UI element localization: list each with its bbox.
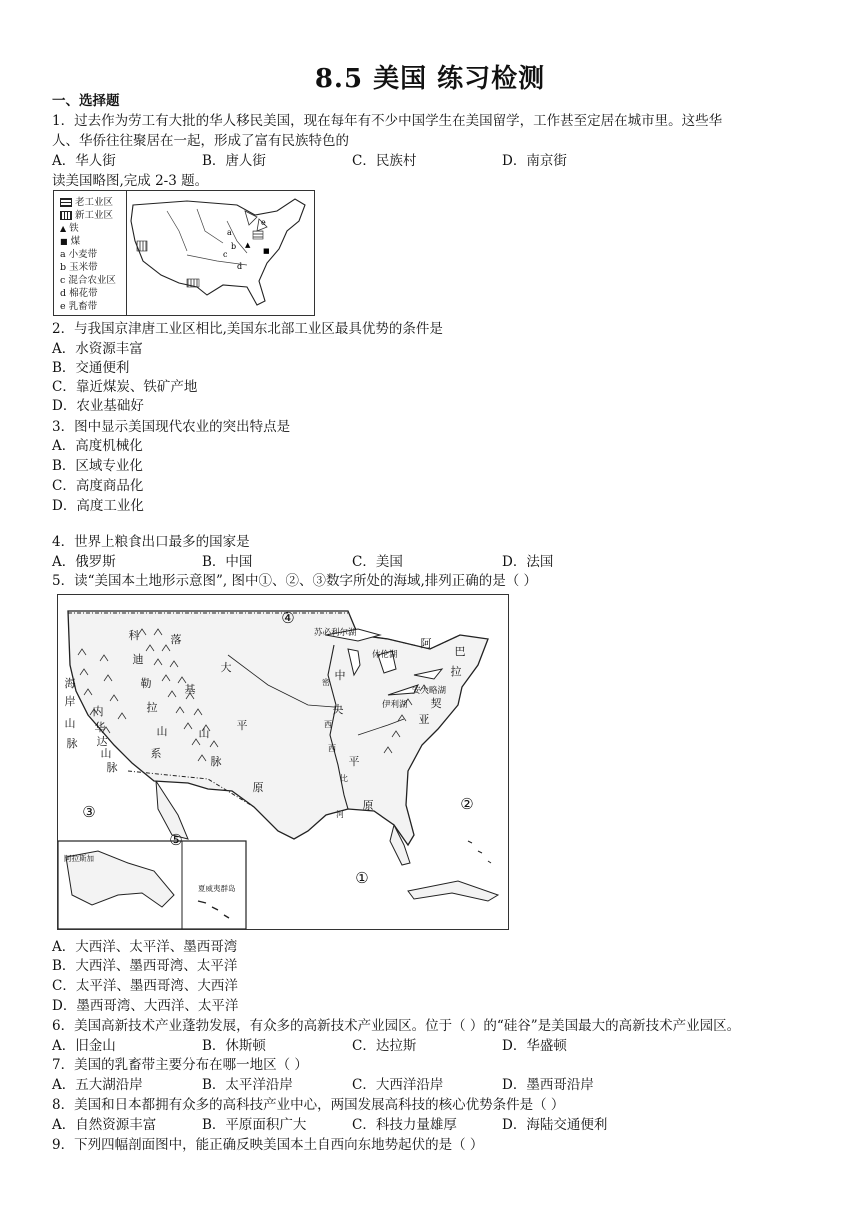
marker-4: ④ <box>281 609 295 627</box>
svg-text:脉: 脉 <box>210 755 222 768</box>
svg-text:d: d <box>237 262 243 271</box>
q3-option-d[interactable]: D．高度工业化 <box>52 498 144 514</box>
svg-text:拉: 拉 <box>146 701 158 714</box>
q1-stem-line1: 1．过去作为劳工有大批的华人移民美国，现在每年有不少中国学生在美国留学，工作甚至定居在城市里。这些华 <box>52 113 723 129</box>
q4-option-d[interactable]: D．法国 <box>502 554 554 570</box>
q7-options <box>52 1076 594 1095</box>
q4-option-b[interactable]: B．中国 <box>202 554 253 570</box>
marker-1: ① <box>355 869 369 887</box>
svg-text:原: 原 <box>252 781 264 794</box>
svg-text:c: c <box>223 250 228 259</box>
svg-text:勒: 勒 <box>140 677 152 690</box>
svg-text:达: 达 <box>96 735 108 748</box>
q1-options <box>52 152 567 171</box>
svg-text:央: 央 <box>332 703 344 716</box>
svg-text:山: 山 <box>100 747 112 760</box>
q7-option-d[interactable]: D．墨西哥沿岸 <box>502 1077 594 1093</box>
q6-option-d[interactable]: D．华盛顿 <box>502 1038 567 1054</box>
svg-text:西: 西 <box>328 744 336 753</box>
q7-stem: 7．美国的乳畜带主要分布在哪一地区（ ） <box>52 1057 308 1073</box>
lake-erie-label: 伊利湖 <box>382 700 408 710</box>
svg-text:平: 平 <box>236 719 248 732</box>
lake-superior-label: 苏必利尔湖 <box>314 628 357 638</box>
legend-wheat: a 小麦带 <box>60 249 98 260</box>
marker-5: ⑤ <box>169 831 183 849</box>
svg-text:迪: 迪 <box>132 653 144 666</box>
svg-text:华: 华 <box>94 721 106 734</box>
svg-text:岸: 岸 <box>64 695 76 708</box>
legend-dairy: e 乳畜带 <box>60 301 98 312</box>
legend-iron: ▲ 铁 <box>60 223 79 234</box>
inset-alaska-label: 阿拉斯加 <box>64 854 94 863</box>
q8-options <box>52 1116 607 1135</box>
q6-options <box>52 1037 567 1056</box>
svg-text:▲: ▲ <box>245 241 251 249</box>
q5-option-c[interactable]: C．太平洋、墨西哥湾、大西洋 <box>52 978 238 994</box>
q9-stem: 9．下列四幅剖面图中，能正确反映美国本土自西向东地势起伏的是（ ） <box>52 1137 484 1153</box>
svg-text:脉: 脉 <box>106 761 118 774</box>
svg-text:脉: 脉 <box>66 737 78 750</box>
q5-option-d[interactable]: D．墨西哥湾、大西洋、太平洋 <box>52 998 239 1014</box>
svg-text:基: 基 <box>184 683 196 696</box>
legend-corn: b 玉米带 <box>60 262 98 273</box>
legend-coal: ■ 煤 <box>60 236 81 247</box>
svg-text:比: 比 <box>340 774 348 783</box>
read-map-instruction: 读美国略图,完成 2-3 题。 <box>52 173 209 189</box>
us-economy-map <box>53 190 315 316</box>
q8-option-d[interactable]: D．海陆交通便利 <box>502 1117 608 1133</box>
svg-text:密: 密 <box>322 678 330 687</box>
svg-text:海: 海 <box>64 677 76 690</box>
svg-text:西: 西 <box>324 720 332 729</box>
q3-option-a[interactable]: A．高度机械化 <box>52 438 143 454</box>
q2-option-a[interactable]: A．水资源丰富 <box>52 341 143 357</box>
q5-option-b[interactable]: B．大西洋、墨西哥湾、太平洋 <box>52 958 238 974</box>
svg-text:山: 山 <box>64 717 76 730</box>
q8-option-b[interactable]: B．平原面积广大 <box>202 1117 307 1133</box>
q3-stem: 3．图中显示美国现代农业的突出特点是 <box>52 419 291 435</box>
lake-ontario-label: 安大略湖 <box>412 686 447 696</box>
q3-option-b[interactable]: B．区域专业化 <box>52 458 143 474</box>
q8-option-c[interactable]: C．科技力量雄厚 <box>352 1117 457 1133</box>
svg-text:亚: 亚 <box>418 713 430 726</box>
q5-option-a[interactable]: A．大西洋、太平洋、墨西哥湾 <box>52 939 238 955</box>
terrain-map-svg <box>58 595 508 929</box>
legend-old-industry: 老工业区 <box>60 194 113 208</box>
svg-text:拉: 拉 <box>450 665 462 678</box>
legend-mixed: c 混合农业区 <box>60 275 116 286</box>
legend-cotton: d 棉花带 <box>60 288 98 299</box>
svg-text:中: 中 <box>334 669 346 682</box>
q4-option-a[interactable]: A．俄罗斯 <box>52 554 116 570</box>
q3-option-c[interactable]: C．高度商品化 <box>52 478 144 494</box>
q1-option-c[interactable]: C．民族村 <box>352 153 417 169</box>
q1-option-d[interactable]: D．南京街 <box>502 153 567 169</box>
svg-text:山: 山 <box>156 725 168 738</box>
legend-new-industry: 新工业区 <box>60 207 113 221</box>
marker-3: ③ <box>82 803 96 821</box>
q4-stem: 4．世界上粮食出口最多的国家是 <box>52 534 250 550</box>
svg-text:e: e <box>261 218 266 227</box>
svg-text:原: 原 <box>362 799 374 812</box>
svg-text:大: 大 <box>220 661 232 674</box>
q2-option-d[interactable]: D．农业基础好 <box>52 398 144 414</box>
q7-option-b[interactable]: B．太平洋沿岸 <box>202 1077 293 1093</box>
svg-text:a: a <box>227 228 232 237</box>
q2-stem: 2．与我国京津唐工业区相比,美国东北部工业区最具优势的条件是 <box>52 321 443 337</box>
q2-option-c[interactable]: C．靠近煤炭、铁矿产地 <box>52 379 198 395</box>
map-legend <box>54 191 127 315</box>
svg-text:山: 山 <box>198 727 210 740</box>
q6-option-b[interactable]: B．休斯顿 <box>202 1038 266 1054</box>
q1-option-b[interactable]: B．唐人街 <box>202 153 266 169</box>
svg-text:平: 平 <box>348 755 360 768</box>
lake-huron-label: 休伦湖 <box>372 650 398 660</box>
q7-option-a[interactable]: A．五大湖沿岸 <box>52 1077 143 1093</box>
svg-text:内: 内 <box>92 705 104 718</box>
svg-text:落: 落 <box>170 633 182 646</box>
svg-text:科: 科 <box>128 629 140 642</box>
q8-stem: 8．美国和日本都拥有众多的高科技产业中心，两国发展高科技的核心优势条件是（ ） <box>52 1097 565 1113</box>
svg-text:阿: 阿 <box>420 637 432 650</box>
us-terrain-map <box>57 594 509 930</box>
q5-stem: 5．读“美国本土地形示意图”, 图中①、②、③数字所处的海域,排列正确的是（ ） <box>52 573 538 589</box>
svg-text:■: ■ <box>263 247 270 255</box>
svg-text:b: b <box>231 242 237 251</box>
marker-2: ② <box>460 795 474 813</box>
section-heading: 一、选择题 <box>52 93 120 109</box>
svg-text:巴: 巴 <box>454 645 466 658</box>
us-outline-svg <box>127 191 313 315</box>
q4-options <box>52 553 553 572</box>
q1-stem-line2: 人、华侨往往聚居在一起，形成了富有民族特色的 <box>52 133 349 149</box>
q8-option-a[interactable]: A．自然资源丰富 <box>52 1117 157 1133</box>
q4-option-c[interactable]: C．美国 <box>352 554 403 570</box>
q1-option-a[interactable]: A．华人街 <box>52 153 116 169</box>
page-title: 8.5 美国 练习检测 <box>314 64 546 94</box>
svg-text:契: 契 <box>430 697 442 710</box>
q6-option-a[interactable]: A．旧金山 <box>52 1038 116 1054</box>
q2-option-b[interactable]: B．交通便利 <box>52 360 130 376</box>
q6-option-c[interactable]: C．达拉斯 <box>352 1038 417 1054</box>
q6-stem: 6．美国高新技术产业蓬勃发展，有众多的高新技术产业园区。位于（ ）的“硅谷”是美国最大的高新技术产业园区。 <box>52 1018 741 1034</box>
svg-text:河: 河 <box>336 810 344 819</box>
q7-option-c[interactable]: C．大西洋沿岸 <box>352 1077 444 1093</box>
svg-text:系: 系 <box>150 747 162 760</box>
inset-hawaii-label: 夏威夷群岛 <box>198 884 236 893</box>
